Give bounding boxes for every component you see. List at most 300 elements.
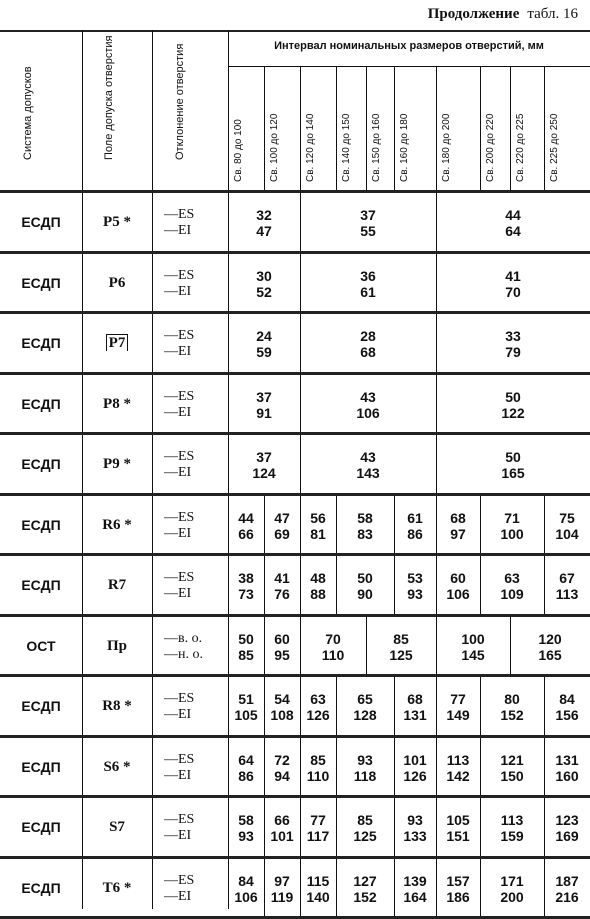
field-label: R7 <box>107 577 127 594</box>
value-cell <box>264 691 300 723</box>
group-rule <box>300 314 301 372</box>
group-rule <box>436 798 437 856</box>
row-system: ЕСДП <box>21 577 61 594</box>
group-rule <box>300 556 301 614</box>
group-rule <box>264 556 265 614</box>
row-rule <box>0 311 590 314</box>
group-rule <box>544 738 545 796</box>
upper-deviation-value: 44 <box>505 207 521 224</box>
lower-deviation-value: 79 <box>505 344 521 361</box>
group-rule <box>336 859 337 917</box>
group-rule <box>300 617 301 675</box>
upper-deviation-value: 123 <box>555 812 579 829</box>
deviation-label: —EI <box>164 586 192 602</box>
upper-deviation-value: 47 <box>274 509 290 526</box>
value-cell <box>228 449 300 481</box>
value-cell <box>544 691 590 723</box>
upper-deviation-value: 64 <box>238 751 254 768</box>
deviation-label: —ES <box>164 388 195 404</box>
value-cell <box>300 570 336 602</box>
value-cell <box>436 631 510 663</box>
value-cell <box>300 328 436 360</box>
upper-deviation-value: 28 <box>360 328 376 345</box>
value-cell <box>510 631 590 663</box>
lower-deviation-value: 108 <box>270 707 294 724</box>
group-rule <box>544 677 545 735</box>
upper-deviation-value: 60 <box>274 630 290 647</box>
upper-deviation-value: 51 <box>238 691 254 708</box>
deviation-label: —в. о. <box>164 630 203 646</box>
lower-deviation-value: 126 <box>306 707 330 724</box>
value-cell <box>228 752 264 784</box>
group-rule <box>264 496 265 554</box>
row-deviation <box>164 328 228 360</box>
value-cell <box>264 812 300 844</box>
group-rule <box>336 738 337 796</box>
value-cell <box>544 752 590 784</box>
group-rule <box>436 617 437 675</box>
value-cell <box>394 812 436 844</box>
lower-deviation-value: 125 <box>389 646 413 663</box>
value-cell <box>300 631 366 663</box>
group-rule <box>480 677 481 735</box>
lower-deviation-value: 169 <box>555 828 579 845</box>
deviation-label: —ES <box>164 812 195 828</box>
group-rule <box>544 798 545 856</box>
subheader-rule <box>300 66 301 190</box>
row-system: ЕСДП <box>21 819 61 836</box>
value-cell <box>300 449 436 481</box>
lower-deviation-value: 109 <box>500 586 524 603</box>
lower-deviation-value: 122 <box>501 404 525 421</box>
group-rule <box>436 375 437 433</box>
lower-deviation-value: 93 <box>407 586 423 603</box>
lower-deviation-value: 106 <box>356 404 380 421</box>
upper-deviation-value: 67 <box>559 570 575 587</box>
lower-deviation-value: 110 <box>321 646 345 663</box>
value-cell <box>394 510 436 542</box>
table-caption <box>428 6 578 23</box>
row-deviation <box>164 570 228 602</box>
lower-deviation-value: 47 <box>256 223 272 240</box>
row-field <box>82 698 152 714</box>
value-cell <box>264 631 300 663</box>
lower-deviation-value: 128 <box>353 707 377 724</box>
value-cell <box>228 207 300 239</box>
upper-deviation-value: 72 <box>274 751 290 768</box>
row-field <box>82 214 152 230</box>
upper-deviation-value: 131 <box>555 751 579 768</box>
lower-deviation-value: 97 <box>450 525 466 542</box>
upper-deviation-value: 36 <box>360 267 376 284</box>
upper-deviation-value: 44 <box>238 509 254 526</box>
deviation-label: —EI <box>164 404 192 420</box>
lower-deviation-value: 76 <box>274 586 290 603</box>
deviation-label: —EI <box>164 283 192 299</box>
group-rule <box>264 617 265 675</box>
value-cell <box>300 510 336 542</box>
lower-deviation-value: 156 <box>555 707 579 724</box>
subheader-rule <box>544 66 545 190</box>
lower-deviation-value: 164 <box>403 888 427 905</box>
deviation-label: —EI <box>164 344 192 360</box>
field-label: S6 * <box>103 758 131 775</box>
group-rule <box>394 859 395 917</box>
row-rule <box>0 493 590 496</box>
group-rule <box>436 496 437 554</box>
value-cell <box>480 510 544 542</box>
tolerance-table <box>0 30 590 909</box>
row-system: ЕСДП <box>21 214 61 231</box>
group-rule <box>436 435 437 493</box>
value-cell <box>436 268 590 300</box>
upper-deviation-value: 68 <box>407 691 423 708</box>
lower-deviation-value: 93 <box>238 828 254 845</box>
upper-deviation-value: 48 <box>310 570 326 587</box>
subheader-1: Св. 100 до 120 <box>269 113 280 182</box>
row-deviation <box>164 691 228 723</box>
lower-deviation-value: 151 <box>446 828 470 845</box>
lower-deviation-value: 73 <box>238 586 254 603</box>
upper-deviation-value: 65 <box>357 691 373 708</box>
value-cell <box>480 812 544 844</box>
lower-deviation-value: 131 <box>403 707 427 724</box>
subheader-0: Св. 80 до 100 <box>233 119 244 182</box>
header-deviation: Отклонение отверстия <box>174 43 186 160</box>
upper-deviation-value: 101 <box>403 751 427 768</box>
row-field <box>82 880 152 896</box>
value-cell <box>300 691 336 723</box>
column-rule <box>152 30 153 909</box>
row-deviation <box>164 389 228 421</box>
subheader-8: Св. 220 до 225 <box>515 113 526 182</box>
upper-deviation-value: 54 <box>274 691 290 708</box>
group-rule <box>264 677 265 735</box>
group-rule <box>480 859 481 917</box>
group-rule <box>300 859 301 917</box>
group-rule <box>300 375 301 433</box>
upper-deviation-value: 100 <box>461 630 485 647</box>
value-cell <box>336 873 394 905</box>
caption-label: Продолжение <box>427 6 520 22</box>
lower-deviation-value: 159 <box>500 828 524 845</box>
value-cell <box>264 752 300 784</box>
row-system: ЕСДП <box>21 516 61 533</box>
subheader-rule <box>436 66 437 190</box>
group-rule <box>264 738 265 796</box>
upper-deviation-value: 58 <box>238 812 254 829</box>
upper-deviation-value: 77 <box>310 812 326 829</box>
row-deviation <box>164 812 228 844</box>
row-rule <box>0 674 590 677</box>
value-cell <box>544 510 590 542</box>
upper-deviation-value: 33 <box>505 328 521 345</box>
group-rule <box>394 496 395 554</box>
lower-deviation-value: 88 <box>310 586 326 603</box>
value-cell <box>480 752 544 784</box>
value-cell <box>480 691 544 723</box>
value-cell <box>228 268 300 300</box>
row-field <box>82 275 152 291</box>
group-rule <box>436 193 437 251</box>
lower-deviation-value: 142 <box>446 767 470 784</box>
upper-deviation-value: 115 <box>306 872 330 889</box>
subheader-6: Св. 180 до 200 <box>441 113 452 182</box>
row-rule <box>0 553 590 556</box>
value-cell <box>300 207 436 239</box>
upper-deviation-value: 77 <box>450 691 466 708</box>
upper-deviation-value: 84 <box>238 872 254 889</box>
lower-deviation-value: 125 <box>353 828 377 845</box>
lower-deviation-value: 106 <box>446 586 470 603</box>
lower-deviation-value: 126 <box>403 767 427 784</box>
upper-deviation-value: 85 <box>310 751 326 768</box>
upper-deviation-value: 85 <box>357 812 373 829</box>
upper-deviation-value: 75 <box>559 509 575 526</box>
row-field <box>82 638 152 654</box>
row-system: ОСТ <box>26 637 56 654</box>
row-rule <box>0 795 590 798</box>
value-cell <box>300 268 436 300</box>
deviation-label: —ES <box>164 207 195 223</box>
value-cell <box>436 691 480 723</box>
field-label: P5 * <box>103 214 131 231</box>
group-rule <box>436 738 437 796</box>
field-label: P7 <box>106 334 129 351</box>
value-cell <box>544 570 590 602</box>
value-cell <box>436 207 590 239</box>
lower-deviation-value: 104 <box>555 525 579 542</box>
lower-deviation-value: 101 <box>270 828 294 845</box>
row-field <box>82 396 152 412</box>
group-rule <box>366 617 367 675</box>
deviation-label: —ES <box>164 328 195 344</box>
lower-deviation-value: 52 <box>256 283 272 300</box>
subheader-rule <box>366 66 367 190</box>
upper-deviation-value: 61 <box>407 509 423 526</box>
header-system: Система допусков <box>22 66 34 160</box>
lower-deviation-value: 186 <box>446 888 470 905</box>
upper-deviation-value: 105 <box>446 812 470 829</box>
subheader-rule <box>394 66 395 190</box>
group-rule <box>544 859 545 917</box>
lower-deviation-value: 160 <box>555 767 579 784</box>
upper-deviation-value: 41 <box>505 267 521 284</box>
header-rule <box>0 190 590 193</box>
upper-deviation-value: 37 <box>256 388 272 405</box>
upper-deviation-value: 24 <box>256 328 272 345</box>
row-system: ЕСДП <box>21 758 61 775</box>
lower-deviation-value: 124 <box>252 465 276 482</box>
field-label: R6 * <box>102 516 132 533</box>
upper-deviation-value: 157 <box>446 872 470 889</box>
upper-deviation-value: 93 <box>357 751 373 768</box>
value-cell <box>436 752 480 784</box>
deviation-label: —EI <box>164 707 192 723</box>
row-deviation <box>164 510 228 542</box>
group-rule <box>436 314 437 372</box>
group-rule <box>336 677 337 735</box>
upper-deviation-value: 38 <box>238 570 254 587</box>
value-cell <box>480 873 544 905</box>
row-system: ЕСДП <box>21 274 61 291</box>
value-cell <box>436 873 480 905</box>
deviation-label: —ES <box>164 570 195 586</box>
lower-deviation-value: 55 <box>360 223 376 240</box>
value-cell <box>436 328 590 360</box>
upper-deviation-value: 53 <box>407 570 423 587</box>
lower-deviation-value: 118 <box>353 767 377 784</box>
value-cell <box>264 570 300 602</box>
lower-deviation-value: 86 <box>407 525 423 542</box>
group-rule <box>264 798 265 856</box>
upper-deviation-value: 63 <box>504 570 520 587</box>
value-cell <box>264 510 300 542</box>
value-cell <box>394 570 436 602</box>
group-rule <box>264 859 265 917</box>
field-label: Пр <box>106 637 127 654</box>
row-system: ЕСДП <box>21 335 61 352</box>
lower-deviation-value: 94 <box>274 767 290 784</box>
lower-deviation-value: 152 <box>353 888 377 905</box>
deviation-label: —ES <box>164 509 195 525</box>
lower-deviation-value: 216 <box>555 888 579 905</box>
subheader-7: Св. 200 до 220 <box>485 113 496 182</box>
group-rule <box>480 556 481 614</box>
upper-deviation-value: 43 <box>360 388 376 405</box>
value-cell <box>228 631 264 663</box>
value-cell <box>300 752 336 784</box>
value-cell <box>228 812 264 844</box>
lower-deviation-value: 85 <box>238 646 254 663</box>
upper-deviation-value: 93 <box>407 812 423 829</box>
value-cell <box>394 873 436 905</box>
group-rule <box>544 556 545 614</box>
value-cell <box>264 873 300 905</box>
deviation-label: —ES <box>164 449 195 465</box>
row-rule <box>0 856 590 859</box>
upper-deviation-value: 97 <box>274 872 290 889</box>
field-label: P6 <box>108 274 126 291</box>
table-top-rule <box>0 30 590 32</box>
group-rule <box>300 254 301 312</box>
caption-table-number: табл. 16 <box>527 6 578 22</box>
header-interval: Интервал номинальных размеров отверстий, мм <box>274 40 544 52</box>
upper-deviation-value: 63 <box>310 691 326 708</box>
upper-deviation-value: 70 <box>325 630 341 647</box>
lower-deviation-value: 110 <box>306 767 330 784</box>
lower-deviation-value: 69 <box>274 525 290 542</box>
upper-deviation-value: 171 <box>500 872 524 889</box>
upper-deviation-value: 113 <box>446 751 470 768</box>
deviation-label: —EI <box>164 828 192 844</box>
lower-deviation-value: 113 <box>555 586 579 603</box>
group-rule <box>480 496 481 554</box>
subheader-rule <box>336 66 337 190</box>
group-rule <box>510 617 511 675</box>
lower-deviation-value: 105 <box>234 707 258 724</box>
row-deviation <box>164 207 228 239</box>
lower-deviation-value: 83 <box>357 525 373 542</box>
lower-deviation-value: 106 <box>234 888 258 905</box>
group-rule <box>480 798 481 856</box>
group-rule <box>394 798 395 856</box>
lower-deviation-value: 70 <box>505 283 521 300</box>
lower-deviation-value: 64 <box>505 223 521 240</box>
value-cell <box>436 449 590 481</box>
lower-deviation-value: 90 <box>357 586 373 603</box>
value-cell <box>394 691 436 723</box>
group-rule <box>300 677 301 735</box>
header-field: Поле допуска отверстия <box>103 35 115 160</box>
value-cell <box>228 510 264 542</box>
value-cell <box>336 570 394 602</box>
subheader-4: Св. 150 до 160 <box>371 113 382 182</box>
group-rule <box>336 496 337 554</box>
value-cell <box>336 752 394 784</box>
upper-deviation-value: 85 <box>393 630 409 647</box>
group-rule <box>436 677 437 735</box>
group-rule <box>300 496 301 554</box>
field-label: S7 <box>109 819 125 836</box>
row-rule <box>0 372 590 375</box>
upper-deviation-value: 127 <box>353 872 377 889</box>
value-cell <box>436 389 590 421</box>
upper-deviation-value: 60 <box>450 570 466 587</box>
field-label: T6 * <box>102 879 132 896</box>
row-field <box>82 577 152 593</box>
deviation-label: —EI <box>164 223 192 239</box>
value-cell <box>436 812 480 844</box>
group-rule <box>544 496 545 554</box>
lower-deviation-value: 150 <box>500 767 524 784</box>
value-cell <box>394 752 436 784</box>
row-rule <box>0 614 590 617</box>
value-cell <box>228 570 264 602</box>
lower-deviation-value: 95 <box>274 646 290 663</box>
value-cell <box>300 873 336 905</box>
upper-deviation-value: 50 <box>505 388 521 405</box>
row-field <box>82 456 152 472</box>
group-rule <box>480 738 481 796</box>
upper-deviation-value: 139 <box>403 872 427 889</box>
upper-deviation-value: 37 <box>256 449 272 466</box>
lower-deviation-value: 165 <box>501 465 525 482</box>
upper-deviation-value: 56 <box>310 509 326 526</box>
deviation-label: —ES <box>164 267 195 283</box>
lower-deviation-value: 59 <box>256 344 272 361</box>
group-rule <box>300 738 301 796</box>
value-cell <box>480 570 544 602</box>
row-deviation <box>164 752 228 784</box>
value-cell <box>544 812 590 844</box>
upper-deviation-value: 30 <box>256 267 272 284</box>
value-cell <box>228 389 300 421</box>
row-rule <box>0 735 590 738</box>
upper-deviation-value: 58 <box>357 509 373 526</box>
value-cell <box>336 812 394 844</box>
deviation-label: —EI <box>164 465 192 481</box>
group-rule <box>300 435 301 493</box>
upper-deviation-value: 113 <box>500 812 524 829</box>
deviation-label: —EI <box>164 888 192 904</box>
upper-deviation-value: 50 <box>357 570 373 587</box>
row-field <box>82 819 152 835</box>
subheader-3: Св. 140 до 150 <box>341 113 352 182</box>
row-system: ЕСДП <box>21 879 61 896</box>
lower-deviation-value: 119 <box>270 888 294 905</box>
upper-deviation-value: 43 <box>360 449 376 466</box>
